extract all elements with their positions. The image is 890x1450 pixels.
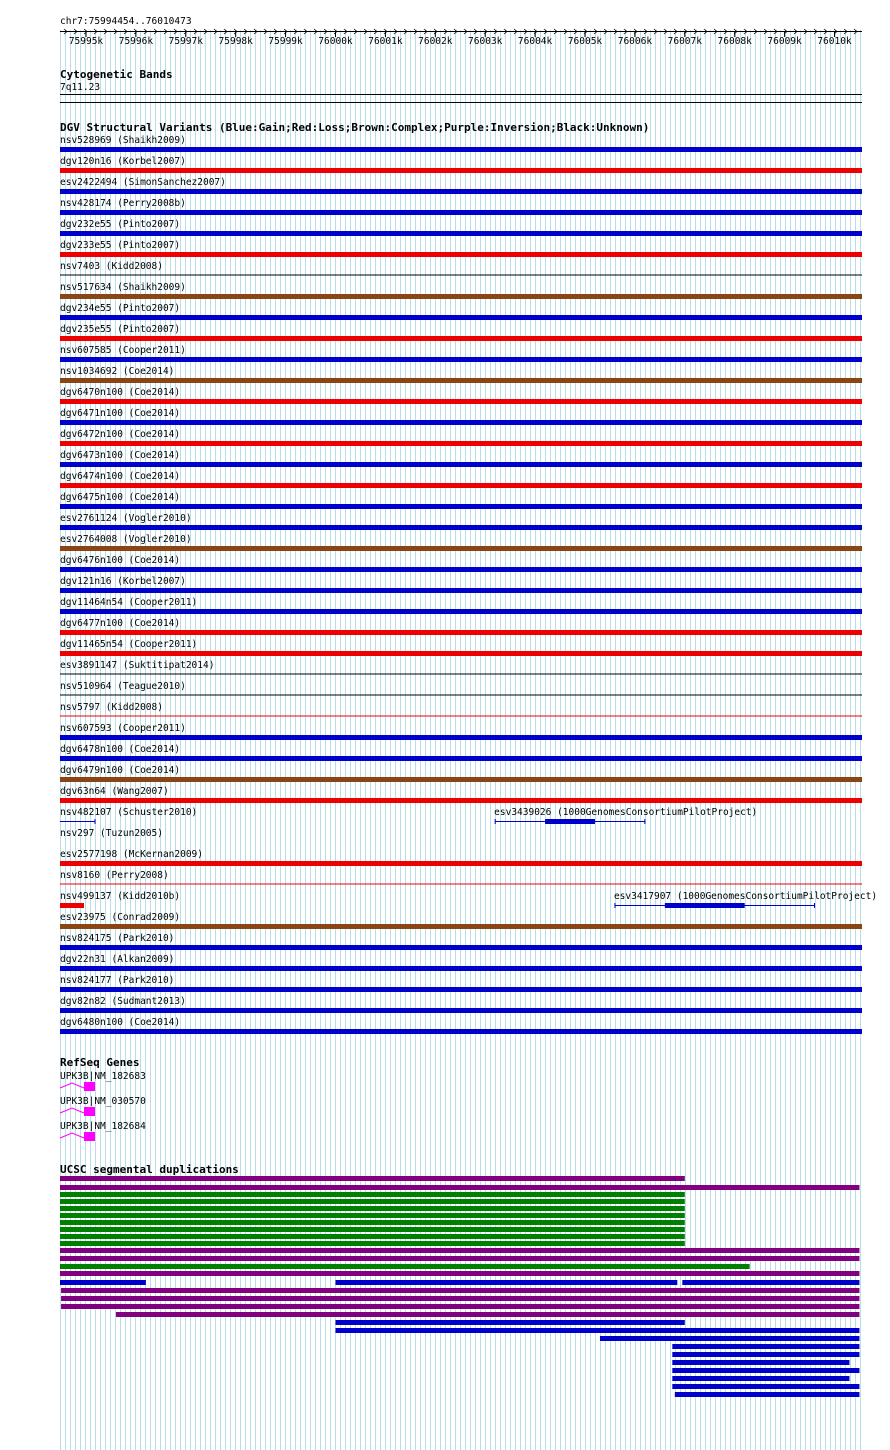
dgv-variant-line [60, 674, 862, 675]
dgv-variant-bar [60, 609, 862, 614]
segdup-bar [60, 1206, 685, 1211]
dgv-variant-bar [60, 504, 862, 509]
dgv-variant-label: nsv482107 (Schuster2010) [60, 807, 198, 818]
dgv-track-title: DGV Structural Variants (Blue:Gain;Red:Loss;Brown:Complex;Purple:Inversion;Black:Unknown) [60, 121, 650, 134]
dgv-variant-bar [545, 819, 595, 824]
dgv-variant-label: dgv6473n100 (Coe2014) [60, 450, 181, 461]
dgv-variant-bar [60, 231, 862, 236]
dgv-variant-label: nsv517634 (Shaikh2009) [60, 282, 186, 293]
segdup-bar [60, 1264, 750, 1269]
dgv-variant-label: dgv6472n100 (Coe2014) [60, 429, 181, 440]
dgv-variant-bar [60, 588, 862, 593]
ruler-range-label: chr7:75994454..76010473 [60, 16, 192, 27]
refseq-gene-label: UPK3B|NM_030570 [60, 1096, 146, 1107]
segdup-track-title: UCSC segmental duplications [60, 1163, 239, 1176]
ruler-tick-label: 75996k [118, 36, 154, 47]
dgv-variant-label: dgv6474n100 (Coe2014) [60, 471, 181, 482]
dgv-variant-label: nsv824175 (Park2010) [60, 933, 175, 944]
dgv-variant-label: esv3439026 (1000GenomesConsortiumPilotProject) [494, 807, 758, 818]
ruler-tick-label: 76001k [368, 36, 403, 47]
ruler-tick-label: 76006k [617, 36, 653, 47]
dgv-variant-bar [60, 630, 862, 635]
dgv-variant-bar [60, 924, 862, 929]
dgv-variant-label: dgv6480n100 (Coe2014) [60, 1017, 181, 1028]
dgv-variant-bar [60, 903, 84, 908]
dgv-variant-bar [60, 357, 862, 362]
dgv-variant-bar [60, 378, 862, 383]
dgv-variant-label: nsv8160 (Perry2008) [60, 870, 169, 881]
segdup-bar [60, 1192, 685, 1197]
dgv-variant-label: dgv6478n100 (Coe2014) [60, 744, 181, 755]
segdup-bar [672, 1360, 849, 1365]
dgv-variant-label: dgv121n16 (Korbel2007) [60, 576, 186, 587]
segdup-bar [60, 1176, 685, 1181]
dgv-variant-bar [60, 168, 862, 173]
dgv-variant-label: esv2422494 (SimonSanchez2007) [60, 177, 226, 188]
cytoband-track-title: Cytogenetic Bands [60, 68, 173, 81]
dgv-variant-line [60, 275, 862, 276]
dgv-variant-bar [60, 567, 862, 572]
ruler-tick-label: 76004k [517, 36, 553, 47]
dgv-variant-label: nsv297 (Tuzun2005) [60, 828, 163, 839]
segdup-bar [60, 1227, 685, 1232]
dgv-variant-bar [60, 1008, 862, 1013]
dgv-variant-bar [60, 756, 862, 761]
ruler-tick-label: 75997k [168, 36, 203, 47]
dgv-variant-label: dgv82n82 (Sudmant2013) [60, 996, 186, 1007]
dgv-variant-bar [60, 1029, 862, 1034]
refseq-gene-exon [84, 1082, 95, 1091]
dgv-variant-bar [60, 525, 862, 530]
ruler-tick-label: 76010k [817, 36, 852, 47]
dgv-variant-bar [665, 903, 745, 908]
ruler-tick-label: 76008k [717, 36, 752, 47]
ruler-tick-label: 76007k [667, 36, 702, 47]
dgv-variant-label: nsv499137 (Kidd2010b) [60, 891, 181, 902]
dgv-variant-label: dgv6476n100 (Coe2014) [60, 555, 181, 566]
segdup-bar [60, 1234, 685, 1239]
dgv-variant-bar [60, 315, 862, 320]
dgv-variant-label: dgv6471n100 (Coe2014) [60, 408, 181, 419]
dgv-variant-bar [60, 546, 862, 551]
dgv-variant-label: dgv63n64 (Wang2007) [60, 786, 169, 797]
dgv-variant-bar [60, 777, 862, 782]
dgv-variant-line [60, 716, 862, 717]
dgv-variant-label: nsv510964 (Teague2010) [60, 681, 186, 692]
segdup-bar [60, 1271, 859, 1276]
dgv-variant-label: nsv528969 (Shaikh2009) [60, 135, 186, 146]
dgv-variant-label: esv3891147 (Suktitipat2014) [60, 660, 215, 671]
segdup-bar [336, 1320, 685, 1325]
dgv-variant-label: esv23975 (Conrad2009) [60, 912, 181, 923]
dgv-variant-label: esv2764008 (Vogler2010) [60, 534, 192, 545]
ruler-tick-label: 75995k [68, 36, 104, 47]
dgv-variant-label: dgv235e55 (Pinto2007) [60, 324, 181, 335]
segdup-bar [60, 1199, 685, 1204]
dgv-variant-label: esv3417907 (1000GenomesConsortiumPilotProject) [613, 891, 878, 902]
segdup-bar [672, 1368, 859, 1373]
dgv-variant-bar [60, 651, 862, 656]
dgv-variant-label: nsv428174 (Perry2008b) [60, 198, 186, 209]
refseq-track-title: RefSeq Genes [60, 1056, 140, 1069]
refseq-gene-exon [84, 1107, 95, 1116]
dgv-variant-label: dgv6475n100 (Coe2014) [60, 492, 181, 503]
dgv-variant-bar [60, 336, 862, 341]
dgv-variant-bar [60, 987, 862, 992]
segdup-bar [60, 1256, 859, 1261]
refseq-gene-label: UPK3B|NM_182684 [60, 1121, 146, 1132]
dgv-variant-label: nsv7403 (Kidd2008) [60, 261, 163, 272]
segdup-bar [336, 1280, 678, 1285]
dgv-variant-bar [60, 252, 862, 257]
dgv-variant-bar [60, 945, 862, 950]
ruler-tick-label: 75998k [218, 36, 253, 47]
ruler-tick-label: 76009k [767, 36, 802, 47]
dgv-variant-label: dgv234e55 (Pinto2007) [60, 303, 181, 314]
dgv-variant-label: dgv6477n100 (Coe2014) [60, 618, 181, 629]
ruler-tick-label: 76003k [468, 36, 503, 47]
dgv-variant-label: nsv607585 (Cooper2011) [60, 345, 186, 356]
ruler-tick-label: 76002k [418, 36, 453, 47]
cytoband-label: 7q11.23 [60, 82, 101, 93]
dgv-variant-bar [60, 483, 862, 488]
segdup-bar [61, 1304, 859, 1309]
dgv-variant-line [60, 884, 862, 885]
refseq-track [60, 1056, 146, 1141]
segdup-bar [672, 1384, 859, 1389]
segdup-track [60, 1163, 859, 1397]
dgv-variant-label: dgv232e55 (Pinto2007) [60, 219, 181, 230]
dgv-variant-label: nsv1034692 (Coe2014) [60, 366, 175, 377]
dgv-variant-bar [60, 420, 862, 425]
segdup-bar [60, 1280, 146, 1285]
refseq-gene-label: UPK3B|NM_182683 [60, 1071, 146, 1082]
dgv-variant-label: dgv233e55 (Pinto2007) [60, 240, 181, 251]
segdup-bar [116, 1312, 860, 1317]
segdup-bar [60, 1220, 685, 1225]
dgv-variant-bar [60, 798, 862, 803]
segdup-bar [60, 1213, 685, 1218]
segdup-bar [682, 1280, 859, 1285]
dgv-variant-label: dgv6479n100 (Coe2014) [60, 765, 181, 776]
dgv-variant-bar [60, 861, 862, 866]
segdup-bar [60, 1241, 685, 1246]
dgv-variant-label: nsv607593 (Cooper2011) [60, 723, 186, 734]
dgv-variant-label: nsv5797 (Kidd2008) [60, 702, 163, 713]
segdup-bar [672, 1344, 859, 1349]
segdup-bar [600, 1336, 859, 1341]
dgv-variant-bar [60, 966, 862, 971]
dgv-variant-label: dgv120n16 (Korbel2007) [60, 156, 186, 167]
dgv-track [60, 121, 877, 1034]
ruler-tick-label: 76000k [318, 36, 353, 47]
segdup-bar [60, 1248, 859, 1253]
dgv-variant-bar [60, 462, 862, 467]
dgv-variant-label: nsv824177 (Park2010) [60, 975, 175, 986]
dgv-variant-label: dgv11464n54 (Cooper2011) [60, 597, 198, 608]
dgv-variant-label: dgv11465n54 (Cooper2011) [60, 639, 198, 650]
segdup-bar [60, 1185, 859, 1190]
dgv-variant-bar [60, 147, 862, 152]
dgv-variant-bar [60, 189, 862, 194]
dgv-variant-bar [60, 735, 862, 740]
dgv-variant-bar [60, 399, 862, 404]
segdup-bar [61, 1288, 859, 1293]
dgv-variant-bar [60, 294, 862, 299]
segdup-bar [675, 1392, 860, 1397]
refseq-gene-exon [84, 1132, 95, 1141]
ruler-tick-label: 75999k [268, 36, 303, 47]
segdup-bar [672, 1376, 849, 1381]
dgv-variant-line [60, 695, 862, 696]
dgv-variant-label: esv2577198 (McKernan2009) [60, 849, 203, 860]
dgv-variant-bar [60, 210, 862, 215]
dgv-variant-bar [60, 441, 862, 446]
ruler-tick-label: 76005k [567, 36, 603, 47]
dgv-variant-label: dgv22n31 (Alkan2009) [60, 954, 175, 965]
segdup-bar [61, 1296, 859, 1301]
segdup-bar [672, 1352, 859, 1357]
dgv-variant-label: dgv6470n100 (Coe2014) [60, 387, 181, 398]
dgv-variant-label: esv2761124 (Vogler2010) [60, 513, 192, 524]
segdup-bar [336, 1328, 860, 1333]
